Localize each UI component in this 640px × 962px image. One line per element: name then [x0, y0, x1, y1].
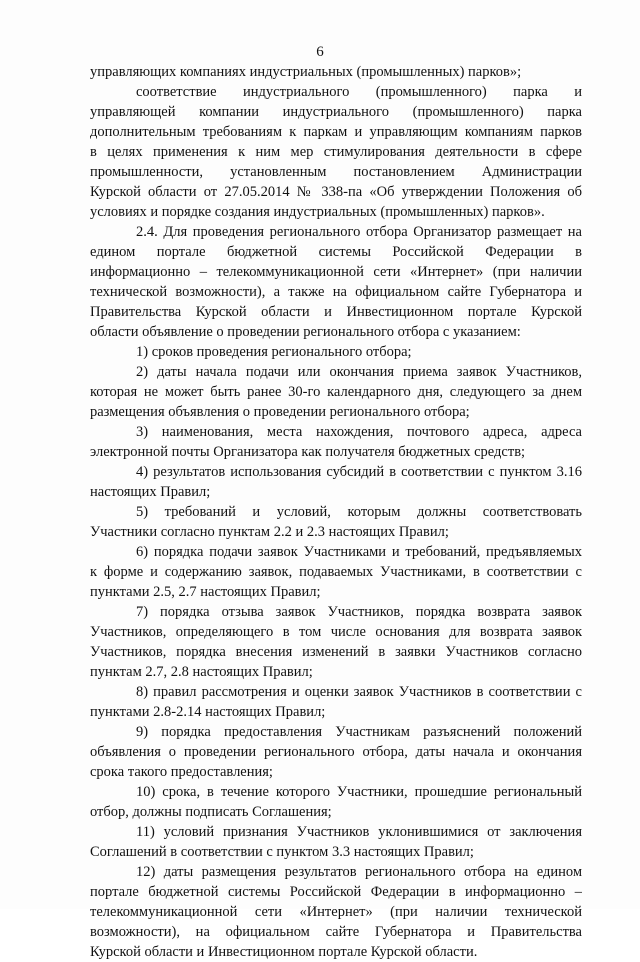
text-line: 1) сроков проведения регионального отбора;: [136, 344, 412, 360]
text-line: управляющей компании индустриального (промышленного) парка: [90, 104, 582, 120]
text-line: Курской области и Инвестиционном портале Курской области.: [90, 944, 478, 960]
text-line: 10) срока, в течение которого Участники, прошедшие региональный: [136, 784, 582, 800]
text-line: 8) правил рассмотрения и оценки заявок Участников в соответствии с: [136, 684, 582, 700]
text-line: портале бюджетной системы Российской Федерации в информационно –: [90, 884, 582, 900]
text-line: Участников, определяющего в том числе основания для возврата заявок: [90, 624, 582, 640]
text-line: промышленности, установленным постановлением Администрации: [90, 164, 582, 180]
text-line: 2.4. Для проведения регионального отбора Организатор размещает на: [136, 224, 582, 240]
text-line: Участники согласно пунктам 2.2 и 2.3 настоящих Правил;: [90, 524, 449, 540]
text-line: 2) даты начала подачи или окончания приема заявок Участников,: [136, 364, 582, 380]
text-line: 9) порядка предоставления Участникам разъяснений положений: [136, 724, 582, 740]
text-line: объявления о проведении регионального отбора, даты начала и окончания: [90, 744, 582, 760]
text-line: технической возможности), а также на официальном сайте Губернатора и: [90, 284, 582, 300]
text-line: 5) требований и условий, которым должны соответствовать: [136, 504, 582, 520]
text-line: пунктами 2.5, 2.7 настоящих Правил;: [90, 584, 321, 600]
text-line: телекоммуникационной сети «Интернет» (при наличии технической: [90, 904, 582, 920]
text-line: области объявление о проведении регионального отбора с указанием:: [90, 324, 521, 340]
text-line: которая не может быть ранее 30-го календарного дня, следующего за днем: [90, 384, 582, 400]
text-line: Участников, порядка внесения изменений в заявки Участников согласно: [90, 644, 582, 660]
text-line: настоящих Правил;: [90, 484, 211, 500]
text-line: Курской области от 27.05.2014 № 338-па «Об утверждении Положения об: [90, 184, 582, 200]
text-line: 7) порядка отзыва заявок Участников, порядка возврата заявок: [136, 604, 582, 620]
text-line: размещения объявления о проведении регионального отбора;: [90, 404, 470, 420]
text-line: возможности), на официальном сайте Губернатора и Правительства: [90, 924, 582, 940]
text-line: едином портале бюджетной системы Российской Федерации в: [90, 244, 582, 260]
text-line: к форме и содержанию заявок, подаваемых Участниками, в соответствии с: [90, 564, 582, 580]
page-number: 6: [316, 44, 324, 60]
text-line: 4) результатов использования субсидий в соответствии с пунктом 3.16: [136, 464, 582, 480]
text-line: Правительства Курской области и Инвестиционном портале Курской: [90, 304, 582, 320]
text-line: пунктам 2.7, 2.8 настоящих Правил;: [90, 664, 313, 680]
text-line: Соглашений в соответствии с пунктом 3.3 настоящих Правил;: [90, 844, 474, 860]
text-line: 6) порядка подачи заявок Участниками и требований, предъявляемых: [136, 544, 582, 560]
document-body: [90, 62, 582, 962]
text-line: информационно – телекоммуникационной сети «Интернет» (при наличии: [90, 264, 582, 280]
text-line: 12) даты размещения результатов регионального отбора на едином: [136, 864, 582, 880]
text-line: управляющих компаниях индустриальных (промышленных) парков»;: [90, 64, 522, 80]
text-line: 11) условий признания Участников уклонившимися от заключения: [136, 824, 582, 840]
text-line: 3) наименования, места нахождения, почтового адреса, адреса: [136, 424, 582, 440]
text-line: отбор, должны подписать Соглашения;: [90, 804, 332, 820]
text-line: в целях применения к ним мер стимулирования деятельности в сфере: [90, 144, 582, 160]
text-line: соответствие индустриального (промышленного) парка и: [136, 84, 582, 100]
text-line: условиях и порядке создания индустриальных (промышленных) парков».: [90, 204, 545, 220]
text-line: пунктами 2.8-2.14 настоящих Правил;: [90, 704, 326, 720]
text-line: электронной почты Организатора как получателя бюджетных средств;: [90, 444, 526, 460]
text-line: срока такого предоставления;: [90, 764, 273, 780]
text-line: дополнительным требованиям к паркам и управляющим компаниям парков: [90, 124, 582, 140]
